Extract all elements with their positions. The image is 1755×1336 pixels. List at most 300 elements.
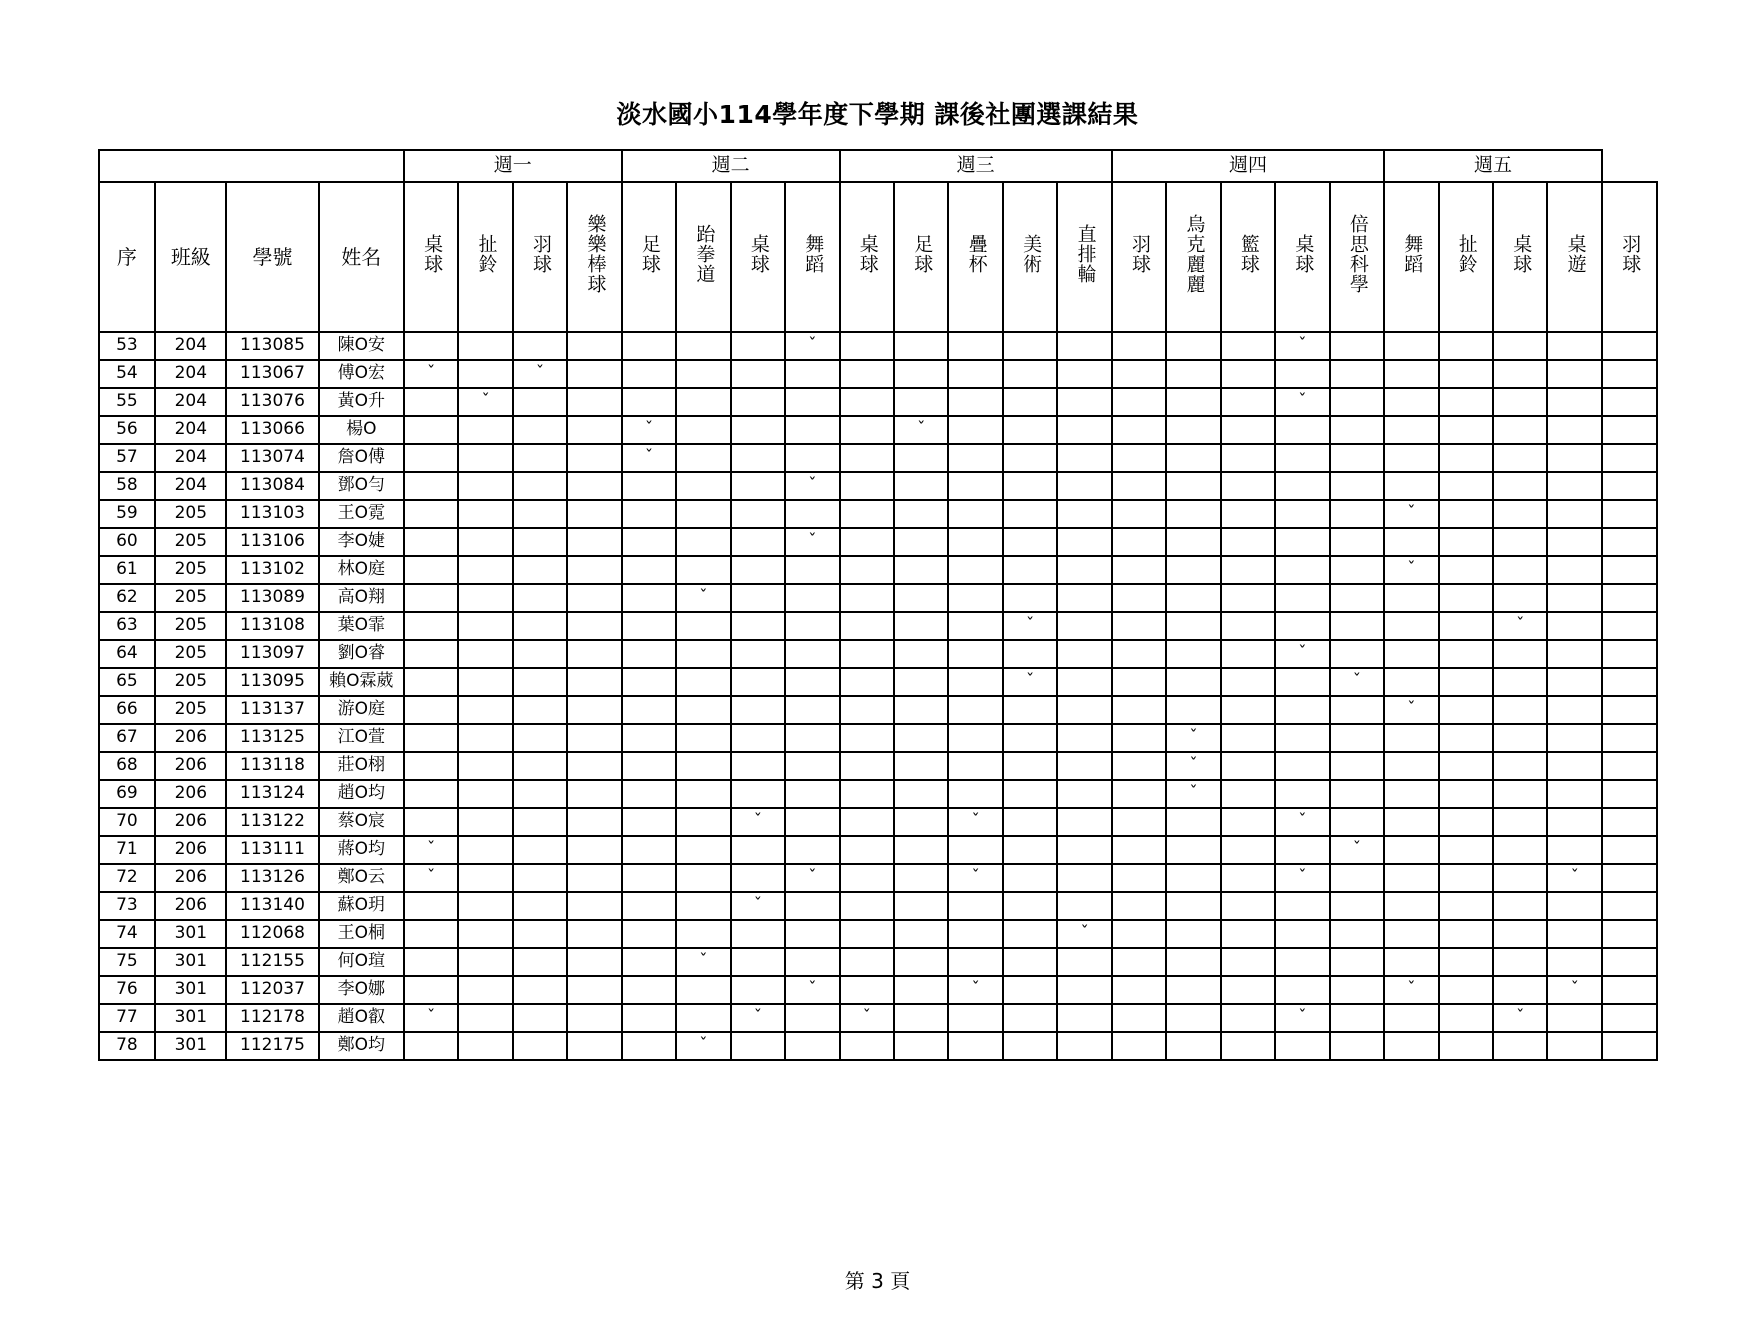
cell-name: 李O娜 [319,976,404,1004]
cell-empty [1384,1032,1438,1060]
cell-seq: 60 [99,528,156,556]
cell-seq: 75 [99,948,156,976]
cell-empty [458,472,512,500]
cell-selected-mark: ˇ [676,584,730,612]
cell-empty [404,500,458,528]
cell-class: 204 [155,332,226,360]
club-header-row [99,182,1657,332]
cell-empty [1166,584,1220,612]
cell-empty [1602,640,1657,668]
cell-empty [1275,500,1329,528]
cell-empty [840,584,894,612]
table-row [99,976,1657,1004]
cell-empty [894,668,948,696]
table-row [99,388,1657,416]
cell-student-id: 113103 [226,500,318,528]
club-column-header-17 [1275,182,1329,332]
cell-empty [622,1032,676,1060]
cell-empty [404,584,458,612]
column-header-student-id [226,182,318,332]
cell-class: 206 [155,752,226,780]
cell-empty [567,612,621,640]
cell-empty [731,388,785,416]
cell-empty [1602,500,1657,528]
cell-empty [731,584,785,612]
cell-student-id: 113066 [226,416,318,444]
cell-class: 205 [155,584,226,612]
cell-empty [513,780,567,808]
cell-empty [785,724,839,752]
cell-student-id: 112155 [226,948,318,976]
cell-empty [840,332,894,360]
cell-selected-mark: ˇ [513,360,567,388]
cell-empty [567,388,621,416]
cell-empty [840,976,894,1004]
cell-empty [1003,1004,1057,1032]
cell-empty [1003,920,1057,948]
cell-selected-mark: ˇ [1330,668,1384,696]
cell-seq: 71 [99,836,156,864]
cell-empty [1221,528,1275,556]
cell-seq: 58 [99,472,156,500]
cell-empty [1166,1032,1220,1060]
cell-student-id: 113089 [226,584,318,612]
cell-selected-mark: ˇ [1275,1004,1329,1032]
cell-empty [1330,948,1384,976]
cell-empty [840,892,894,920]
cell-empty [676,556,730,584]
cell-empty [1166,332,1220,360]
cell-empty [1547,500,1601,528]
cell-empty [1003,864,1057,892]
cell-selected-mark: ˇ [731,808,785,836]
cell-student-id: 113085 [226,332,318,360]
cell-empty [1547,948,1601,976]
cell-empty [1112,360,1166,388]
cell-empty [1547,612,1601,640]
cell-empty [404,724,458,752]
cell-empty [948,556,1002,584]
cell-empty [1166,696,1220,724]
cell-student-id: 112068 [226,920,318,948]
club-name-vertical: 足球 [911,234,934,275]
cell-empty [1493,472,1547,500]
cell-selected-mark: ˇ [676,1032,730,1060]
club-name-vertical: 桌遊 [1564,234,1587,275]
cell-empty [840,864,894,892]
club-column-header-18 [1330,182,1384,332]
cell-seq: 68 [99,752,156,780]
cell-empty [1112,416,1166,444]
cell-empty [513,696,567,724]
cell-class: 301 [155,1004,226,1032]
cell-empty [567,892,621,920]
cell-name: 趙O均 [319,780,404,808]
cell-empty [731,836,785,864]
cell-empty [894,836,948,864]
cell-empty [1057,892,1111,920]
cell-empty [785,696,839,724]
cell-empty [622,668,676,696]
cell-empty [731,668,785,696]
cell-empty [1330,892,1384,920]
cell-empty [622,836,676,864]
cell-seq: 55 [99,388,156,416]
cell-empty [676,388,730,416]
cell-class: 206 [155,724,226,752]
club-selection-table [98,149,1658,1061]
cell-selected-mark: ˇ [1166,752,1220,780]
club-column-header-9 [840,182,894,332]
cell-student-id: 113067 [226,360,318,388]
column-header-label: 班級 [170,244,211,269]
club-column-header-16 [1221,182,1275,332]
cell-empty [458,976,512,1004]
cell-empty [567,556,621,584]
cell-empty [567,864,621,892]
cell-empty [458,920,512,948]
cell-empty [1493,724,1547,752]
cell-selected-mark: ˇ [622,416,676,444]
cell-class: 205 [155,696,226,724]
table-row [99,836,1657,864]
club-name-vertical: 烏克麗麗 [1183,214,1206,295]
cell-empty [1602,472,1657,500]
cell-empty [731,332,785,360]
cell-empty [731,444,785,472]
cell-empty [1384,808,1438,836]
club-column-header-20 [1439,182,1493,332]
cell-empty [404,920,458,948]
cell-empty [458,556,512,584]
cell-empty [785,612,839,640]
cell-empty [1602,948,1657,976]
cell-empty [1221,920,1275,948]
cell-empty [458,416,512,444]
cell-empty [404,612,458,640]
cell-empty [731,360,785,388]
cell-empty [1330,500,1384,528]
table-row [99,584,1657,612]
cell-empty [731,472,785,500]
cell-empty [785,780,839,808]
cell-class: 206 [155,836,226,864]
cell-empty [676,724,730,752]
cell-empty [513,892,567,920]
cell-empty [1003,584,1057,612]
cell-seq: 67 [99,724,156,752]
cell-empty [567,752,621,780]
cell-class: 205 [155,500,226,528]
cell-empty [1057,752,1111,780]
cell-empty [513,668,567,696]
cell-empty [1602,444,1657,472]
cell-empty [1493,836,1547,864]
cell-empty [1275,948,1329,976]
cell-student-id: 113122 [226,808,318,836]
cell-empty [1166,612,1220,640]
cell-name: 何O瑄 [319,948,404,976]
cell-class: 205 [155,556,226,584]
cell-empty [567,1004,621,1032]
cell-student-id: 113074 [226,444,318,472]
cell-empty [1330,864,1384,892]
cell-empty [1384,1004,1438,1032]
cell-empty [1330,528,1384,556]
cell-empty [1003,948,1057,976]
cell-empty [1057,444,1111,472]
cell-student-id: 113076 [226,388,318,416]
cell-selected-mark: ˇ [1330,836,1384,864]
column-header-label: 學號 [252,244,293,269]
cell-empty [1003,556,1057,584]
cell-empty [458,584,512,612]
cell-empty [458,1032,512,1060]
cell-empty [1057,388,1111,416]
table-row [99,612,1657,640]
cell-empty [1439,668,1493,696]
cell-empty [513,752,567,780]
cell-empty [1003,976,1057,1004]
cell-empty [785,1032,839,1060]
cell-name: 李O婕 [319,528,404,556]
schedule-table-container [98,149,1658,1061]
cell-selected-mark: ˇ [785,472,839,500]
cell-selected-mark: ˇ [1493,1004,1547,1032]
club-name-vertical: 舞蹈 [802,234,825,275]
cell-empty [1330,332,1384,360]
cell-empty [1493,500,1547,528]
club-column-header-12 [1003,182,1057,332]
cell-empty [1221,836,1275,864]
cell-student-id: 113137 [226,696,318,724]
club-column-header-3 [513,182,567,332]
cell-empty [1275,416,1329,444]
cell-empty [458,332,512,360]
page-footer: 第 3 頁 [844,1269,911,1293]
cell-empty [731,556,785,584]
cell-empty [1166,444,1220,472]
club-column-header-22 [1547,182,1601,332]
cell-empty [894,500,948,528]
cell-empty [1602,696,1657,724]
cell-empty [1547,1004,1601,1032]
cell-empty [948,584,1002,612]
cell-empty [1221,808,1275,836]
cell-student-id: 113108 [226,612,318,640]
cell-empty [676,752,730,780]
cell-empty [894,332,948,360]
cell-empty [1547,416,1601,444]
day-group-header-row [99,150,1657,182]
cell-empty [785,360,839,388]
document-page [0,95,1755,1336]
cell-empty [1112,696,1166,724]
cell-empty [731,752,785,780]
table-row [99,948,1657,976]
cell-empty [513,948,567,976]
cell-empty [1112,752,1166,780]
cell-empty [1547,1032,1601,1060]
cell-empty [1439,1004,1493,1032]
cell-empty [404,696,458,724]
club-column-header-6 [676,182,730,332]
cell-empty [676,808,730,836]
cell-selected-mark: ˇ [404,864,458,892]
cell-selected-mark: ˇ [731,892,785,920]
cell-empty [1112,332,1166,360]
cell-empty [894,528,948,556]
cell-empty [458,612,512,640]
cell-empty [676,1004,730,1032]
cell-empty [785,892,839,920]
cell-empty [622,780,676,808]
cell-empty [785,444,839,472]
club-name-vertical: 桌球 [421,234,444,275]
cell-class: 205 [155,528,226,556]
cell-empty [948,640,1002,668]
cell-empty [1003,500,1057,528]
cell-selected-mark: ˇ [785,976,839,1004]
cell-selected-mark: ˇ [1003,668,1057,696]
day-group-header-5: 週五 [1384,150,1602,182]
cell-empty [513,584,567,612]
cell-empty [894,472,948,500]
cell-selected-mark: ˇ [1275,388,1329,416]
cell-selected-mark: ˇ [1275,640,1329,668]
cell-empty [894,1032,948,1060]
column-header-class [155,182,226,332]
club-name-vertical: 倍思科學 [1346,214,1369,295]
cell-student-id: 113111 [226,836,318,864]
cell-empty [1439,612,1493,640]
cell-empty [458,696,512,724]
cell-empty [1493,1032,1547,1060]
cell-empty [1384,360,1438,388]
cell-empty [840,472,894,500]
table-row [99,416,1657,444]
cell-empty [1330,780,1384,808]
table-row [99,780,1657,808]
cell-empty [1384,724,1438,752]
cell-selected-mark: ˇ [1275,808,1329,836]
cell-empty [1057,1004,1111,1032]
cell-empty [1057,948,1111,976]
cell-empty [1493,360,1547,388]
cell-empty [1221,584,1275,612]
cell-empty [1112,668,1166,696]
cell-selected-mark: ˇ [894,416,948,444]
cell-empty [1003,332,1057,360]
cell-selected-mark: ˇ [622,444,676,472]
cell-empty [785,584,839,612]
cell-empty [458,444,512,472]
cell-empty [1275,1032,1329,1060]
cell-empty [1439,528,1493,556]
cell-empty [731,1032,785,1060]
cell-empty [1057,668,1111,696]
cell-empty [1221,500,1275,528]
cell-empty [676,696,730,724]
table-row [99,808,1657,836]
cell-name: 蘇O玥 [319,892,404,920]
cell-empty [622,696,676,724]
cell-empty [1439,976,1493,1004]
cell-name: 高O翔 [319,584,404,612]
cell-empty [894,360,948,388]
cell-seq: 57 [99,444,156,472]
cell-class: 205 [155,612,226,640]
cell-selected-mark: ˇ [731,1004,785,1032]
cell-empty [731,612,785,640]
club-column-header-8 [785,182,839,332]
cell-student-id: 113140 [226,892,318,920]
cell-empty [1384,528,1438,556]
cell-empty [1547,696,1601,724]
cell-empty [785,668,839,696]
cell-empty [1602,780,1657,808]
cell-empty [1275,612,1329,640]
cell-empty [567,780,621,808]
cell-empty [948,472,1002,500]
cell-empty [567,808,621,836]
cell-empty [1384,444,1438,472]
cell-empty [731,920,785,948]
cell-empty [676,976,730,1004]
cell-empty [1330,444,1384,472]
cell-empty [894,584,948,612]
cell-empty [676,528,730,556]
cell-empty [1112,528,1166,556]
cell-empty [513,808,567,836]
cell-empty [1166,556,1220,584]
cell-empty [1330,416,1384,444]
cell-name: 葉O霏 [319,612,404,640]
cell-empty [1602,1004,1657,1032]
cell-empty [513,528,567,556]
cell-empty [840,808,894,836]
cell-selected-mark: ˇ [1003,612,1057,640]
cell-empty [840,612,894,640]
cell-empty [1003,724,1057,752]
table-head [99,150,1657,332]
cell-seq: 77 [99,1004,156,1032]
table-row [99,360,1657,388]
cell-empty [1493,920,1547,948]
cell-empty [1112,920,1166,948]
cell-empty [1384,668,1438,696]
cell-empty [1493,864,1547,892]
cell-empty [513,724,567,752]
cell-empty [894,948,948,976]
cell-empty [1221,388,1275,416]
cell-empty [1057,1032,1111,1060]
cell-seq: 62 [99,584,156,612]
cell-empty [1112,948,1166,976]
cell-student-id: 112037 [226,976,318,1004]
cell-empty [1330,920,1384,948]
cell-empty [1057,612,1111,640]
cell-empty [404,808,458,836]
cell-empty [1275,360,1329,388]
club-column-header-4 [567,182,621,332]
cell-seq: 70 [99,808,156,836]
cell-empty [785,388,839,416]
cell-empty [1221,864,1275,892]
cell-empty [1003,836,1057,864]
cell-selected-mark: ˇ [840,1004,894,1032]
cell-empty [1493,892,1547,920]
